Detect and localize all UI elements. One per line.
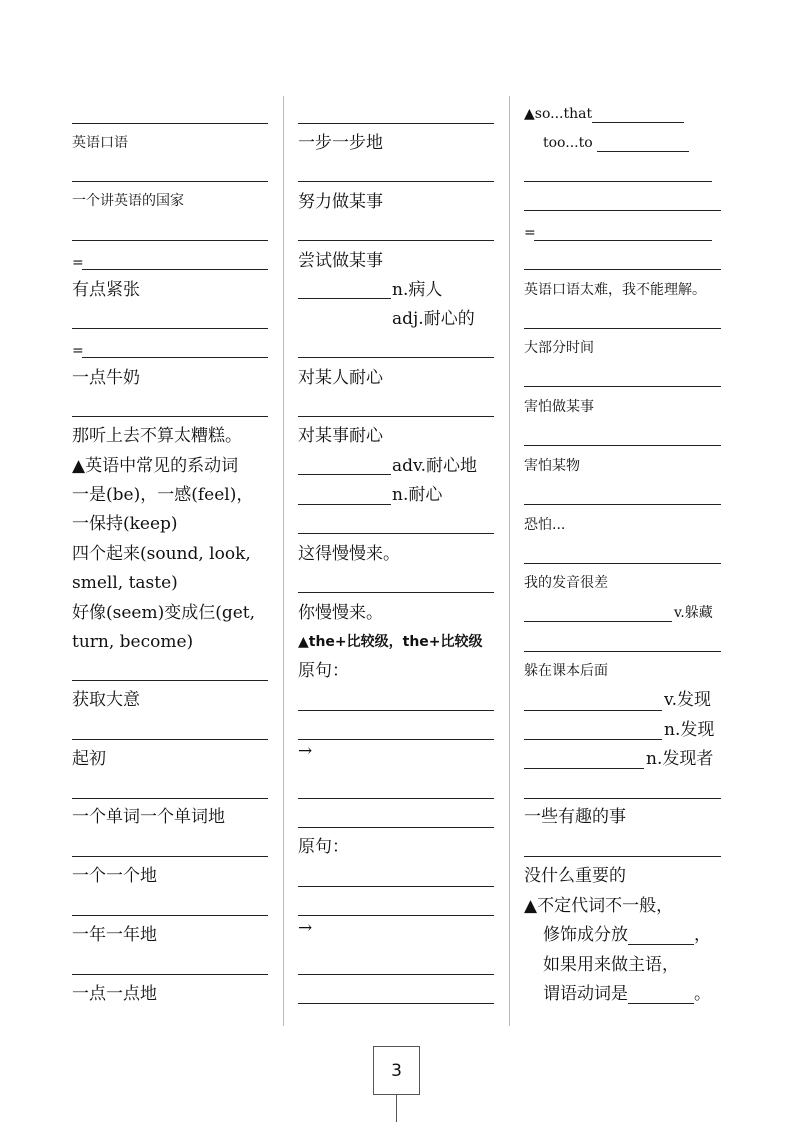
indef-pronoun-rule-punct: ，: [694, 925, 711, 945]
prompt-sounds-not-bad: 那听上去不算太糟糕。: [72, 426, 242, 446]
prompt-a-bit-nervous: 有点紧张: [72, 280, 140, 300]
answer-blank[interactable]: [298, 827, 494, 828]
original-sentence-label: 原句：: [298, 837, 349, 857]
answer-blank[interactable]: [72, 915, 268, 916]
answer-blank[interactable]: [524, 651, 721, 652]
answer-blank[interactable]: [534, 240, 712, 241]
prompt-hide: v.躲藏: [674, 605, 713, 621]
answer-blank[interactable]: [298, 974, 494, 975]
answer-blank[interactable]: [524, 504, 721, 505]
prompt-word-by-word: 一个单词一个单词地: [72, 807, 225, 827]
prompt-patience: n.耐心: [392, 485, 443, 505]
prompt-discovery-noun: n.发现: [664, 720, 715, 740]
answer-blank[interactable]: [298, 798, 494, 799]
indef-pronoun-rule-punct: 。: [694, 984, 711, 1004]
prompt-bit-by-bit: 一点一点地: [72, 984, 157, 1004]
so-that-label: ▲so...that: [524, 106, 593, 122]
answer-blank[interactable]: [82, 269, 268, 270]
prompt-patient-adj: adj.耐心的: [392, 309, 475, 329]
answer-blank[interactable]: [298, 240, 494, 241]
column-divider-right: [509, 96, 510, 1026]
prompt-you-take-it-slow: 你慢慢来。: [298, 603, 383, 623]
prompt-try-doing: 尝试做某事: [298, 251, 383, 271]
prompt-hide-behind: 躲在课本后面: [524, 663, 608, 679]
prompt-at-first: 起初: [72, 749, 106, 769]
answer-blank[interactable]: [524, 210, 721, 211]
prompt-one-by-one: 一个一个地: [72, 866, 157, 886]
answer-blank[interactable]: [298, 1003, 494, 1004]
answer-blank[interactable]: [298, 533, 494, 534]
prompt-patient-with-sth: 对某事耐心: [298, 426, 383, 446]
answer-blank[interactable]: [298, 592, 494, 593]
answer-blank[interactable]: [524, 386, 721, 387]
prompt-most-of-time: 大部分时间: [524, 340, 594, 356]
linking-verbs-line: 一保持(keep): [72, 514, 178, 534]
answer-blank[interactable]: [524, 739, 662, 740]
answer-blank[interactable]: [298, 123, 494, 124]
answer-blank[interactable]: [628, 928, 694, 945]
linking-verbs-line: turn, become): [72, 632, 194, 652]
equals-sign: =: [72, 343, 84, 359]
answer-blank[interactable]: [298, 357, 494, 358]
linking-verbs-line: 一是(be)，一感(feel)，: [72, 485, 254, 505]
prompt-a-little-milk: 一点牛奶: [72, 368, 140, 388]
indef-pronoun-rule-line: [543, 984, 711, 1004]
column-divider-left: [283, 96, 284, 1026]
answer-blank[interactable]: [597, 135, 689, 152]
answer-blank[interactable]: [72, 181, 268, 182]
prompt-discoverer-noun: n.发现者: [646, 749, 714, 769]
answer-blank[interactable]: [524, 181, 712, 182]
answer-blank[interactable]: [628, 987, 694, 1004]
equals-sign: =: [524, 225, 536, 241]
so-that-line: [524, 105, 684, 123]
page-number-stem: [396, 1094, 397, 1122]
prompt-patiently: adv.耐心地: [392, 456, 478, 476]
answer-blank[interactable]: [72, 798, 268, 799]
linking-verbs-line: 四个起来(sound, look,: [72, 544, 251, 564]
answer-blank[interactable]: [298, 474, 391, 475]
prompt-discover-verb: v.发现: [664, 690, 711, 710]
indef-pronoun-rule-line: [543, 925, 711, 945]
answer-blank[interactable]: [524, 856, 721, 857]
prompt-afraid-that: 恐怕...: [524, 517, 566, 533]
answer-blank[interactable]: [72, 123, 268, 124]
answer-blank[interactable]: [72, 680, 268, 681]
linking-verbs-line: 好像(seem)变成仨(get,: [72, 603, 256, 623]
the-comparative-title: ▲the+比较级，the+比较级: [298, 634, 483, 650]
too-to-label: too...to: [543, 135, 593, 151]
answer-blank[interactable]: [524, 710, 662, 711]
prompt-spoken-english: 英语口语: [72, 135, 128, 151]
answer-blank[interactable]: [298, 298, 391, 299]
linking-verbs-line: smell, taste): [72, 573, 178, 593]
arrow-icon: →: [298, 741, 313, 761]
answer-blank[interactable]: [524, 445, 721, 446]
prompt-nothing-important: 没什么重要的: [524, 866, 626, 886]
prompt-get-main-idea: 获取大意: [72, 690, 140, 710]
prompt-step-by-step: 一步一步地: [298, 133, 383, 153]
answer-blank[interactable]: [298, 915, 494, 916]
indef-pronoun-rule-text: 谓语动词是: [543, 984, 628, 1004]
answer-blank[interactable]: [298, 416, 494, 417]
arrow-icon: →: [298, 918, 313, 938]
prompt-pronunciation-poor: 我的发音很差: [524, 575, 608, 591]
answer-blank[interactable]: [298, 739, 494, 740]
prompt-year-by-year: 一年一年地: [72, 925, 157, 945]
prompt-try-hard: 努力做某事: [298, 192, 383, 212]
answer-blank[interactable]: [298, 181, 494, 182]
answer-blank[interactable]: [524, 269, 721, 270]
prompt-patient-with-sb: 对某人耐心: [298, 368, 383, 388]
prompt-english-speaking-country: 一个讲英语的国家: [72, 193, 184, 209]
prompt-something-interesting: 一些有趣的事: [524, 807, 626, 827]
indef-pronoun-rule-line: 如果用来做主语，: [543, 955, 679, 975]
answer-blank[interactable]: [298, 710, 494, 711]
answer-blank[interactable]: [72, 240, 268, 241]
answer-blank[interactable]: [72, 328, 268, 329]
page-number: 3: [373, 1046, 420, 1095]
prompt-afraid-of-doing: 害怕做某事: [524, 399, 594, 415]
answer-blank[interactable]: [72, 856, 268, 857]
answer-blank[interactable]: [524, 768, 644, 769]
prompt-too-difficult: 英语口语太难，我不能理解。: [524, 282, 706, 298]
equals-sign: =: [72, 255, 84, 271]
too-to-line: [543, 134, 689, 152]
answer-blank[interactable]: [298, 886, 494, 887]
answer-blank[interactable]: [72, 974, 268, 975]
answer-blank[interactable]: [524, 798, 721, 799]
prompt-afraid-of-sth: 害怕某物: [524, 458, 580, 474]
prompt-patient-noun: n.病人: [392, 280, 443, 300]
answer-blank[interactable]: [298, 504, 391, 505]
linking-verbs-title: ▲英语中常见的系动词: [72, 456, 239, 476]
original-sentence-label: 原句：: [298, 661, 349, 681]
indef-pronoun-rule-text: 修饰成分放: [543, 925, 628, 945]
answer-blank[interactable]: [72, 416, 268, 417]
answer-blank[interactable]: [524, 563, 721, 564]
answer-blank[interactable]: [592, 106, 684, 123]
answer-blank[interactable]: [524, 328, 721, 329]
answer-blank[interactable]: [524, 621, 672, 622]
indef-pronoun-rule-title: ▲不定代词不一般，: [524, 896, 674, 916]
prompt-take-it-slow: 这得慢慢来。: [298, 544, 400, 564]
answer-blank[interactable]: [82, 357, 268, 358]
answer-blank[interactable]: [72, 739, 268, 740]
